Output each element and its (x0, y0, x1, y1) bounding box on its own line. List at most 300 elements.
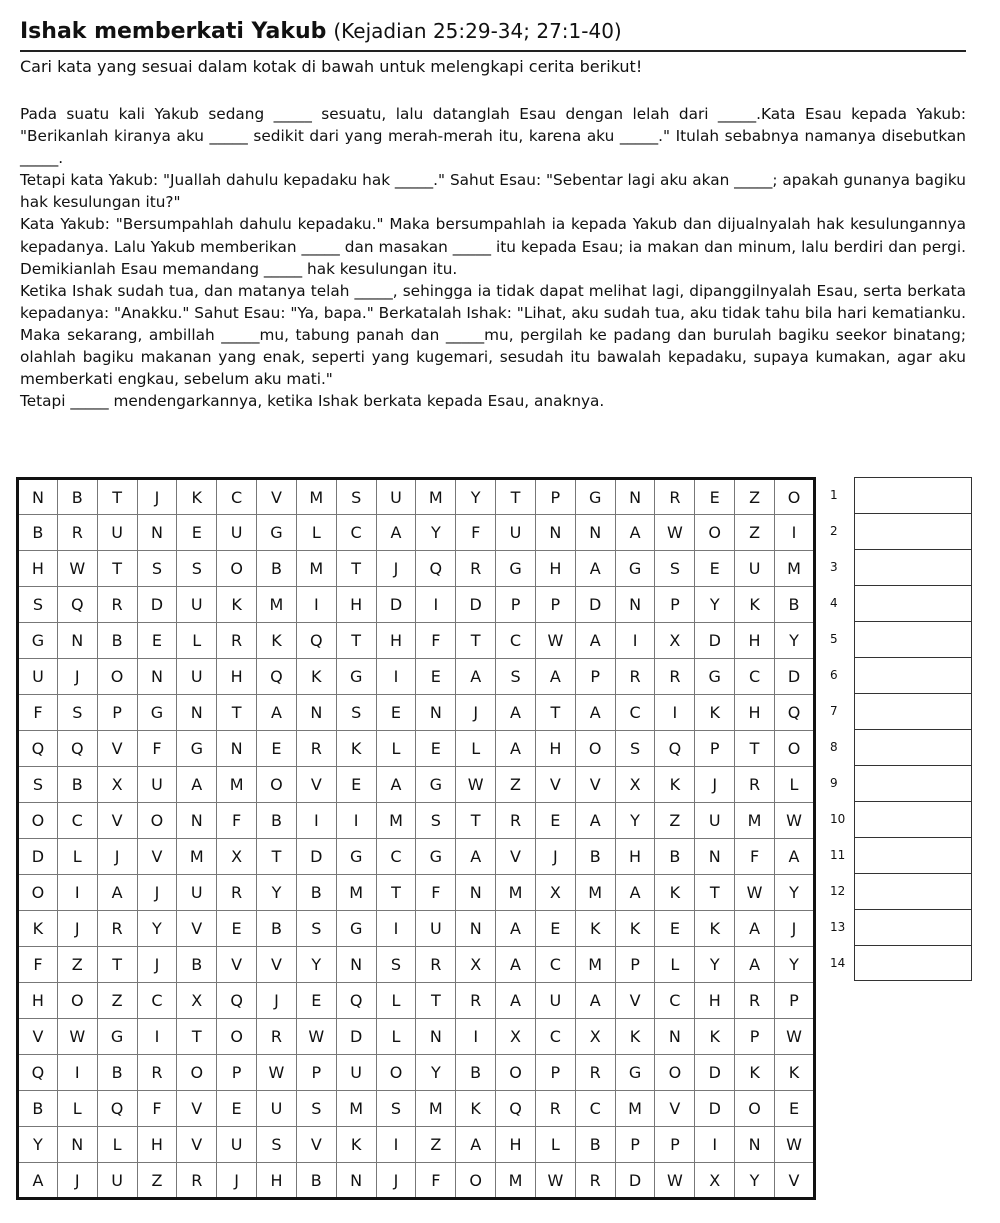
grid-cell[interactable]: M (416, 479, 456, 515)
grid-cell[interactable]: U (257, 1091, 297, 1127)
grid-cell[interactable]: A (735, 947, 775, 983)
grid-cell[interactable]: L (456, 731, 496, 767)
grid-cell[interactable]: Y (257, 875, 297, 911)
grid-cell[interactable]: O (774, 479, 814, 515)
grid-cell[interactable]: E (217, 911, 257, 947)
grid-cell[interactable]: C (535, 947, 575, 983)
grid-cell[interactable]: I (416, 587, 456, 623)
grid-cell[interactable]: O (57, 983, 97, 1019)
grid-cell[interactable]: N (535, 515, 575, 551)
grid-cell[interactable]: R (177, 1163, 217, 1199)
grid-cell[interactable]: G (575, 479, 615, 515)
grid-cell[interactable]: J (97, 839, 137, 875)
grid-cell[interactable]: X (615, 767, 655, 803)
grid-cell[interactable]: Y (615, 803, 655, 839)
grid-cell[interactable]: S (416, 803, 456, 839)
grid-cell[interactable]: A (496, 983, 536, 1019)
grid-cell[interactable]: U (376, 479, 416, 515)
grid-cell[interactable]: O (695, 515, 735, 551)
grid-cell[interactable]: R (257, 1019, 297, 1055)
grid-cell[interactable]: K (336, 1127, 376, 1163)
grid-cell[interactable]: C (655, 983, 695, 1019)
grid-cell[interactable]: V (296, 1127, 336, 1163)
grid-cell[interactable]: U (137, 767, 177, 803)
grid-cell[interactable]: O (257, 767, 297, 803)
grid-cell[interactable]: B (97, 623, 137, 659)
grid-cell[interactable]: U (97, 515, 137, 551)
grid-cell[interactable]: I (376, 659, 416, 695)
grid-cell[interactable]: P (655, 587, 695, 623)
grid-cell[interactable]: O (496, 1055, 536, 1091)
grid-cell[interactable]: F (18, 947, 58, 983)
grid-cell[interactable]: W (57, 551, 97, 587)
grid-cell[interactable]: A (456, 1127, 496, 1163)
grid-cell[interactable]: M (336, 1091, 376, 1127)
grid-cell[interactable]: G (336, 911, 376, 947)
grid-cell[interactable]: F (18, 695, 58, 731)
grid-cell[interactable]: I (774, 515, 814, 551)
grid-cell[interactable]: S (137, 551, 177, 587)
grid-cell[interactable]: J (217, 1163, 257, 1199)
grid-cell[interactable]: G (137, 695, 177, 731)
grid-cell[interactable]: J (57, 911, 97, 947)
grid-cell[interactable]: T (376, 875, 416, 911)
grid-cell[interactable]: I (456, 1019, 496, 1055)
grid-cell[interactable]: C (575, 1091, 615, 1127)
grid-cell[interactable]: K (695, 695, 735, 731)
grid-cell[interactable]: K (774, 1055, 814, 1091)
grid-cell[interactable]: U (177, 659, 217, 695)
grid-cell[interactable]: H (18, 551, 58, 587)
grid-cell[interactable]: U (177, 875, 217, 911)
grid-cell[interactable]: N (177, 695, 217, 731)
grid-cell[interactable]: K (257, 623, 297, 659)
grid-cell[interactable]: Y (735, 1163, 775, 1199)
grid-cell[interactable]: B (774, 587, 814, 623)
grid-cell[interactable]: G (416, 839, 456, 875)
grid-cell[interactable]: H (695, 983, 735, 1019)
grid-cell[interactable]: K (615, 911, 655, 947)
grid-cell[interactable]: I (695, 1127, 735, 1163)
grid-cell[interactable]: L (376, 1019, 416, 1055)
grid-cell[interactable]: L (57, 839, 97, 875)
grid-cell[interactable]: Y (695, 587, 735, 623)
grid-cell[interactable]: R (57, 515, 97, 551)
grid-cell[interactable]: T (177, 1019, 217, 1055)
grid-cell[interactable]: D (615, 1163, 655, 1199)
grid-cell[interactable]: F (416, 1163, 456, 1199)
grid-cell[interactable]: N (655, 1019, 695, 1055)
grid-cell[interactable]: A (575, 803, 615, 839)
grid-cell[interactable]: S (496, 659, 536, 695)
grid-cell[interactable]: F (416, 623, 456, 659)
grid-cell[interactable]: A (376, 515, 416, 551)
grid-cell[interactable]: R (655, 479, 695, 515)
grid-cell[interactable]: E (695, 479, 735, 515)
grid-cell[interactable]: O (177, 1055, 217, 1091)
grid-cell[interactable]: T (97, 947, 137, 983)
grid-cell[interactable]: A (615, 515, 655, 551)
grid-cell[interactable]: N (615, 587, 655, 623)
grid-cell[interactable]: J (774, 911, 814, 947)
grid-cell[interactable]: X (97, 767, 137, 803)
grid-cell[interactable]: S (655, 551, 695, 587)
grid-cell[interactable]: W (655, 1163, 695, 1199)
grid-cell[interactable]: Q (18, 1055, 58, 1091)
grid-cell[interactable]: N (456, 911, 496, 947)
grid-cell[interactable]: O (217, 1019, 257, 1055)
grid-cell[interactable]: N (296, 695, 336, 731)
grid-cell[interactable]: A (575, 983, 615, 1019)
grid-cell[interactable]: Z (735, 479, 775, 515)
grid-cell[interactable]: Q (217, 983, 257, 1019)
grid-cell[interactable]: S (376, 1091, 416, 1127)
grid-cell[interactable]: I (137, 1019, 177, 1055)
grid-cell[interactable]: S (296, 1091, 336, 1127)
grid-cell[interactable]: B (177, 947, 217, 983)
grid-cell[interactable]: V (97, 803, 137, 839)
grid-cell[interactable]: W (535, 1163, 575, 1199)
grid-cell[interactable]: J (137, 875, 177, 911)
grid-cell[interactable]: S (18, 767, 58, 803)
grid-cell[interactable]: M (735, 803, 775, 839)
grid-cell[interactable]: Y (774, 947, 814, 983)
grid-cell[interactable]: P (535, 587, 575, 623)
grid-cell[interactable]: Z (655, 803, 695, 839)
grid-cell[interactable]: A (496, 731, 536, 767)
grid-cell[interactable]: J (695, 767, 735, 803)
grid-cell[interactable]: V (97, 731, 137, 767)
grid-cell[interactable]: K (336, 731, 376, 767)
grid-cell[interactable]: N (416, 695, 456, 731)
grid-cell[interactable]: P (655, 1127, 695, 1163)
grid-cell[interactable]: V (774, 1163, 814, 1199)
grid-cell[interactable]: D (695, 623, 735, 659)
grid-cell[interactable]: B (57, 767, 97, 803)
grid-cell[interactable]: K (615, 1019, 655, 1055)
grid-cell[interactable]: R (217, 875, 257, 911)
grid-cell[interactable]: R (97, 911, 137, 947)
grid-cell[interactable]: X (496, 1019, 536, 1055)
grid-cell[interactable]: T (735, 731, 775, 767)
grid-cell[interactable]: B (655, 839, 695, 875)
grid-cell[interactable]: C (217, 479, 257, 515)
answer-box[interactable] (854, 657, 972, 693)
grid-cell[interactable]: H (376, 623, 416, 659)
answer-box[interactable] (854, 477, 972, 513)
grid-cell[interactable]: A (575, 623, 615, 659)
grid-cell[interactable]: V (535, 767, 575, 803)
grid-cell[interactable]: R (496, 803, 536, 839)
grid-cell[interactable]: N (18, 479, 58, 515)
grid-cell[interactable]: R (456, 983, 496, 1019)
grid-cell[interactable]: K (575, 911, 615, 947)
grid-cell[interactable]: T (535, 695, 575, 731)
grid-cell[interactable]: G (336, 659, 376, 695)
grid-cell[interactable]: P (496, 587, 536, 623)
grid-cell[interactable]: R (735, 767, 775, 803)
grid-cell[interactable]: G (615, 551, 655, 587)
grid-cell[interactable]: S (257, 1127, 297, 1163)
grid-cell[interactable]: I (376, 1127, 416, 1163)
grid-cell[interactable]: R (535, 1091, 575, 1127)
grid-cell[interactable]: A (456, 659, 496, 695)
grid-cell[interactable]: V (177, 1127, 217, 1163)
grid-cell[interactable]: B (18, 515, 58, 551)
grid-cell[interactable]: F (137, 1091, 177, 1127)
grid-cell[interactable]: R (97, 587, 137, 623)
grid-cell[interactable]: T (695, 875, 735, 911)
grid-cell[interactable]: Y (774, 623, 814, 659)
grid-cell[interactable]: D (137, 587, 177, 623)
grid-cell[interactable]: E (695, 551, 735, 587)
grid-cell[interactable]: V (615, 983, 655, 1019)
grid-cell[interactable]: R (456, 551, 496, 587)
grid-cell[interactable]: P (575, 659, 615, 695)
grid-cell[interactable]: O (575, 731, 615, 767)
grid-cell[interactable]: P (735, 1019, 775, 1055)
grid-cell[interactable]: Z (496, 767, 536, 803)
grid-cell[interactable]: S (336, 695, 376, 731)
grid-cell[interactable]: W (774, 1127, 814, 1163)
grid-cell[interactable]: H (735, 623, 775, 659)
grid-cell[interactable]: L (774, 767, 814, 803)
grid-cell[interactable]: J (57, 1163, 97, 1199)
grid-cell[interactable]: M (376, 803, 416, 839)
grid-cell[interactable]: A (535, 659, 575, 695)
grid-cell[interactable]: M (296, 479, 336, 515)
grid-cell[interactable]: U (97, 1163, 137, 1199)
grid-cell[interactable]: N (416, 1019, 456, 1055)
grid-cell[interactable]: A (257, 695, 297, 731)
grid-cell[interactable]: D (695, 1055, 735, 1091)
grid-cell[interactable]: X (655, 623, 695, 659)
grid-cell[interactable]: E (655, 911, 695, 947)
grid-cell[interactable]: P (615, 1127, 655, 1163)
grid-cell[interactable]: T (456, 623, 496, 659)
grid-cell[interactable]: E (336, 767, 376, 803)
grid-cell[interactable]: A (496, 947, 536, 983)
grid-cell[interactable]: H (336, 587, 376, 623)
grid-cell[interactable]: Z (416, 1127, 456, 1163)
grid-cell[interactable]: A (496, 911, 536, 947)
grid-cell[interactable]: K (735, 587, 775, 623)
grid-cell[interactable]: N (695, 839, 735, 875)
grid-cell[interactable]: T (97, 479, 137, 515)
grid-cell[interactable]: G (257, 515, 297, 551)
grid-cell[interactable]: Q (336, 983, 376, 1019)
grid-cell[interactable]: V (177, 1091, 217, 1127)
grid-cell[interactable]: P (296, 1055, 336, 1091)
grid-cell[interactable]: Y (18, 1127, 58, 1163)
grid-cell[interactable]: D (456, 587, 496, 623)
grid-cell[interactable]: V (257, 947, 297, 983)
grid-cell[interactable]: J (456, 695, 496, 731)
grid-cell[interactable]: N (615, 479, 655, 515)
grid-cell[interactable]: Q (18, 731, 58, 767)
grid-cell[interactable]: W (774, 803, 814, 839)
answer-box[interactable] (854, 837, 972, 873)
grid-cell[interactable]: T (336, 623, 376, 659)
grid-cell[interactable]: N (57, 1127, 97, 1163)
grid-cell[interactable]: I (296, 587, 336, 623)
grid-cell[interactable]: A (774, 839, 814, 875)
grid-cell[interactable]: R (296, 731, 336, 767)
grid-cell[interactable]: G (18, 623, 58, 659)
grid-cell[interactable]: L (535, 1127, 575, 1163)
answer-box[interactable] (854, 513, 972, 549)
grid-cell[interactable]: F (416, 875, 456, 911)
grid-cell[interactable]: F (735, 839, 775, 875)
answer-box[interactable] (854, 549, 972, 585)
grid-cell[interactable]: E (177, 515, 217, 551)
grid-cell[interactable]: A (18, 1163, 58, 1199)
grid-cell[interactable]: R (655, 659, 695, 695)
grid-cell[interactable]: U (735, 551, 775, 587)
grid-cell[interactable]: M (496, 1163, 536, 1199)
grid-cell[interactable]: F (456, 515, 496, 551)
grid-cell[interactable]: U (416, 911, 456, 947)
grid-cell[interactable]: K (695, 1019, 735, 1055)
grid-cell[interactable]: F (217, 803, 257, 839)
grid-cell[interactable]: W (257, 1055, 297, 1091)
grid-cell[interactable]: C (496, 623, 536, 659)
grid-cell[interactable]: R (217, 623, 257, 659)
grid-cell[interactable]: M (177, 839, 217, 875)
grid-cell[interactable]: Q (97, 1091, 137, 1127)
grid-cell[interactable]: H (18, 983, 58, 1019)
grid-cell[interactable]: B (97, 1055, 137, 1091)
grid-cell[interactable]: K (217, 587, 257, 623)
grid-cell[interactable]: Y (695, 947, 735, 983)
grid-cell[interactable]: M (575, 875, 615, 911)
grid-cell[interactable]: U (535, 983, 575, 1019)
grid-cell[interactable]: W (456, 767, 496, 803)
grid-cell[interactable]: I (57, 875, 97, 911)
grid-cell[interactable]: D (296, 839, 336, 875)
grid-cell[interactable]: K (735, 1055, 775, 1091)
grid-cell[interactable]: Y (416, 515, 456, 551)
grid-cell[interactable]: T (97, 551, 137, 587)
grid-cell[interactable]: O (18, 803, 58, 839)
grid-cell[interactable]: N (137, 659, 177, 695)
grid-cell[interactable]: U (18, 659, 58, 695)
grid-cell[interactable]: S (615, 731, 655, 767)
grid-cell[interactable]: K (296, 659, 336, 695)
grid-cell[interactable]: K (177, 479, 217, 515)
grid-cell[interactable]: L (296, 515, 336, 551)
grid-cell[interactable]: N (217, 731, 257, 767)
grid-cell[interactable]: R (575, 1163, 615, 1199)
grid-cell[interactable]: T (456, 803, 496, 839)
grid-cell[interactable]: G (695, 659, 735, 695)
grid-cell[interactable]: P (217, 1055, 257, 1091)
grid-cell[interactable]: X (456, 947, 496, 983)
answer-box[interactable] (854, 693, 972, 729)
grid-cell[interactable]: P (774, 983, 814, 1019)
grid-cell[interactable]: B (18, 1091, 58, 1127)
grid-cell[interactable]: A (575, 551, 615, 587)
grid-cell[interactable]: N (336, 1163, 376, 1199)
grid-cell[interactable]: N (336, 947, 376, 983)
grid-cell[interactable]: V (296, 767, 336, 803)
grid-cell[interactable]: X (575, 1019, 615, 1055)
grid-cell[interactable]: K (456, 1091, 496, 1127)
grid-cell[interactable]: W (535, 623, 575, 659)
grid-cell[interactable]: P (97, 695, 137, 731)
grid-cell[interactable]: B (456, 1055, 496, 1091)
grid-cell[interactable]: V (257, 479, 297, 515)
grid-cell[interactable]: E (137, 623, 177, 659)
grid-cell[interactable]: Q (257, 659, 297, 695)
grid-cell[interactable]: M (257, 587, 297, 623)
grid-cell[interactable]: B (296, 875, 336, 911)
grid-cell[interactable]: O (137, 803, 177, 839)
grid-cell[interactable]: I (296, 803, 336, 839)
grid-cell[interactable]: U (217, 515, 257, 551)
grid-cell[interactable]: Y (137, 911, 177, 947)
grid-cell[interactable]: Q (296, 623, 336, 659)
grid-cell[interactable]: W (774, 1019, 814, 1055)
grid-cell[interactable]: N (735, 1127, 775, 1163)
grid-cell[interactable]: M (217, 767, 257, 803)
grid-cell[interactable]: E (416, 731, 456, 767)
grid-cell[interactable]: E (535, 911, 575, 947)
grid-cell[interactable]: O (774, 731, 814, 767)
grid-cell[interactable]: V (177, 911, 217, 947)
grid-cell[interactable]: C (376, 839, 416, 875)
grid-cell[interactable]: Y (456, 479, 496, 515)
grid-cell[interactable]: T (496, 479, 536, 515)
grid-cell[interactable]: D (575, 587, 615, 623)
grid-cell[interactable]: I (336, 803, 376, 839)
grid-cell[interactable]: H (217, 659, 257, 695)
answer-box[interactable] (854, 729, 972, 765)
grid-cell[interactable]: U (217, 1127, 257, 1163)
grid-cell[interactable]: J (257, 983, 297, 1019)
grid-cell[interactable]: G (336, 839, 376, 875)
grid-cell[interactable]: A (97, 875, 137, 911)
grid-cell[interactable]: V (137, 839, 177, 875)
grid-cell[interactable]: T (217, 695, 257, 731)
grid-cell[interactable]: U (496, 515, 536, 551)
grid-cell[interactable]: A (735, 911, 775, 947)
grid-cell[interactable]: K (655, 767, 695, 803)
grid-cell[interactable]: R (575, 1055, 615, 1091)
grid-cell[interactable]: A (615, 875, 655, 911)
grid-cell[interactable]: J (535, 839, 575, 875)
grid-cell[interactable]: D (18, 839, 58, 875)
grid-cell[interactable]: P (535, 1055, 575, 1091)
grid-cell[interactable]: I (376, 911, 416, 947)
grid-cell[interactable]: P (695, 731, 735, 767)
grid-cell[interactable]: Y (774, 875, 814, 911)
grid-cell[interactable]: B (575, 839, 615, 875)
grid-cell[interactable]: N (456, 875, 496, 911)
grid-cell[interactable]: H (496, 1127, 536, 1163)
grid-cell[interactable]: V (217, 947, 257, 983)
grid-cell[interactable]: A (456, 839, 496, 875)
grid-cell[interactable]: D (336, 1019, 376, 1055)
grid-cell[interactable]: C (57, 803, 97, 839)
grid-cell[interactable]: E (535, 803, 575, 839)
grid-cell[interactable]: A (575, 695, 615, 731)
grid-cell[interactable]: X (695, 1163, 735, 1199)
grid-cell[interactable]: T (336, 551, 376, 587)
grid-cell[interactable]: O (376, 1055, 416, 1091)
grid-cell[interactable]: H (535, 551, 575, 587)
grid-cell[interactable]: B (257, 551, 297, 587)
